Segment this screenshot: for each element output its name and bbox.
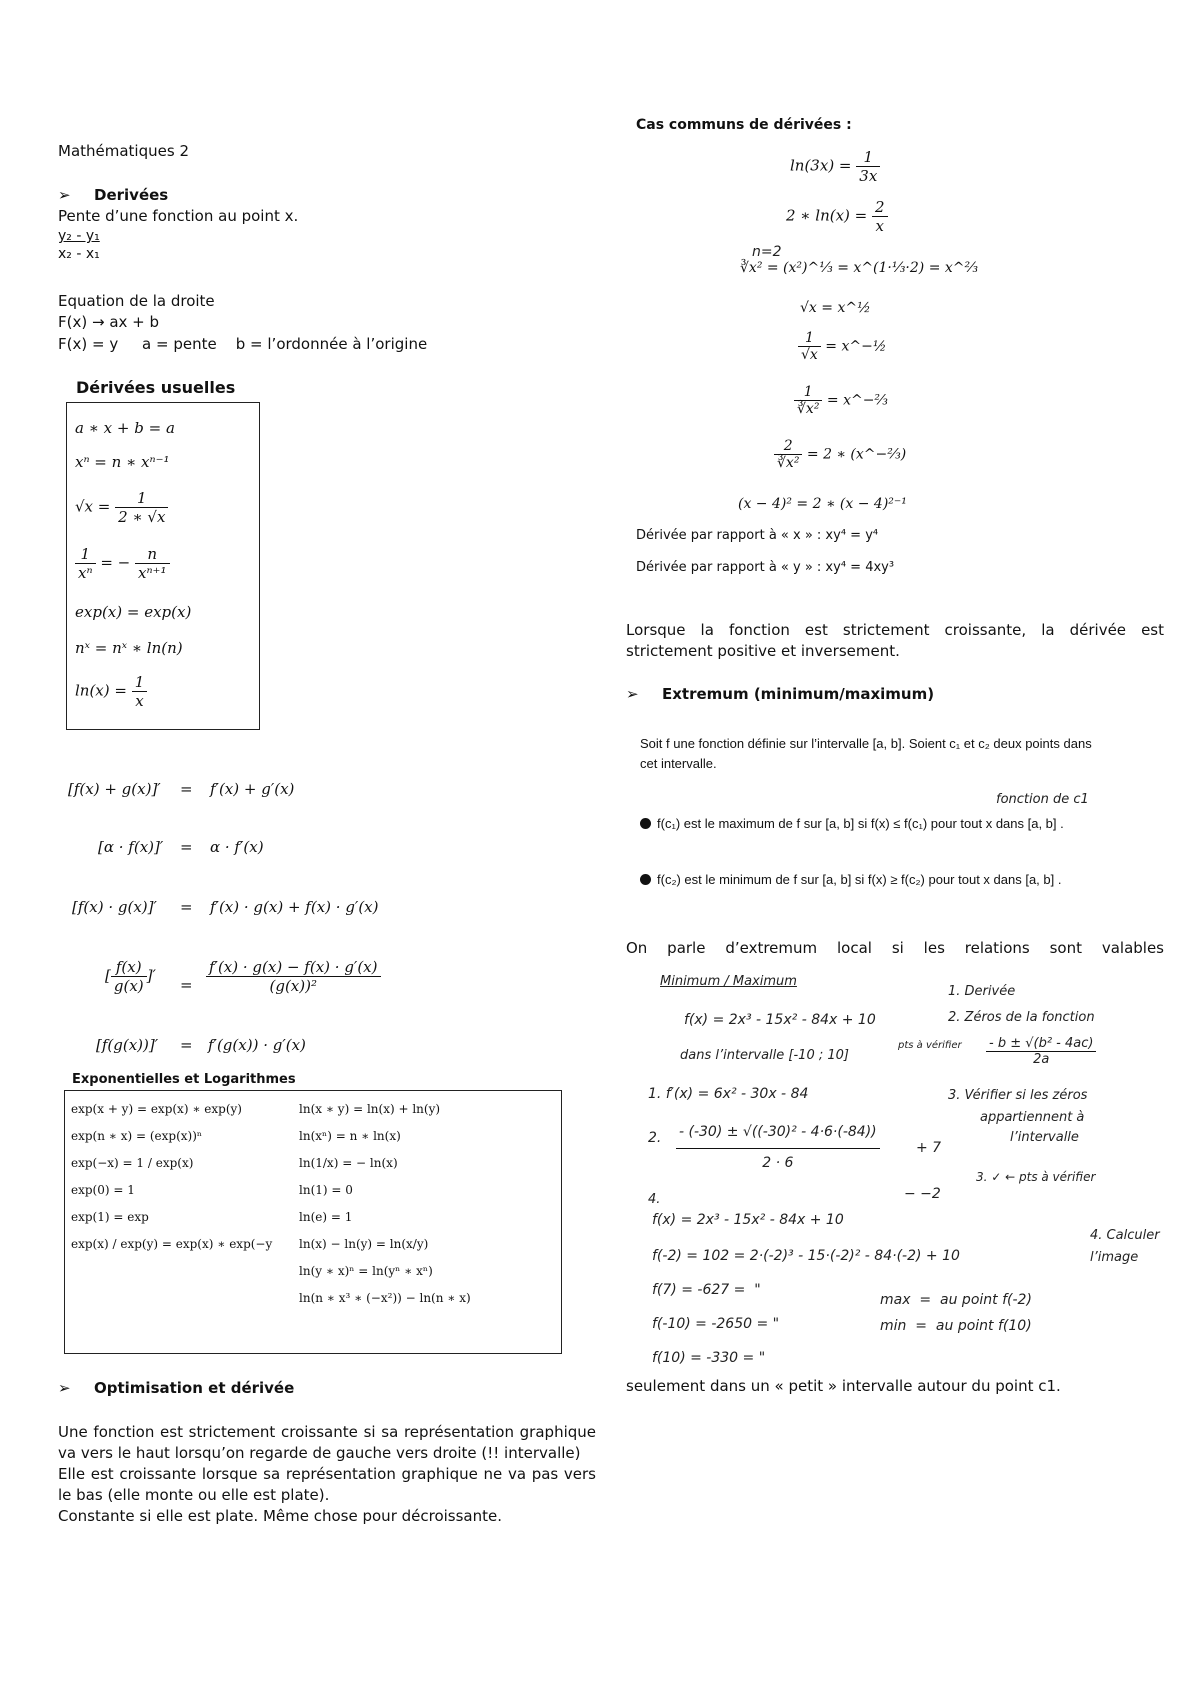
cas-title: Cas communs de dérivées : <box>636 117 852 133</box>
bullet-dot-icon <box>640 818 651 829</box>
hand-root-minus2: − −2 <box>904 1186 941 1202</box>
expo-cell-ln: ln(x ∗ y) = ln(x) + ln(y) <box>299 1101 441 1116</box>
expo-cell-ln: ln(x) − ln(y) = ln(x/y) <box>299 1236 429 1251</box>
formula-exp: exp(x) = exp(x) <box>75 603 192 621</box>
hand-eval-line-5: f(10) = -330 = " <box>652 1350 766 1366</box>
handwritten-note-c1: fonction de c1 <box>996 792 1089 807</box>
hand-max: max = au point f(-2) <box>880 1292 1032 1308</box>
cas-deriv-x: Dérivée par rapport à « x » : xy⁴ = y⁴ <box>636 528 879 543</box>
bullet-arrow-icon: ➢ <box>58 186 71 204</box>
optimisation-p3: Constante si elle est plate. Même chose pour décroissante. <box>58 1507 503 1525</box>
hand-step2-label: 2. <box>648 1130 662 1146</box>
formula-n-power-x: nˣ = nˣ ∗ ln(n) <box>75 639 183 657</box>
hand-step2-formula: $\frac{\text{- (-30) ± √((-30)² - 4·6·(-84))}}{2 \cdot 6}$ <box>676 1124 880 1171</box>
rule-quotient-eq: = <box>180 976 193 994</box>
croissante-paragraph: Lorsque la fonction est strictement croissante, la dérivée est strictement positive et inversement. <box>626 621 1164 660</box>
bullet-arrow-icon: ➢ <box>626 685 639 703</box>
hand-root-plus7: + 7 <box>916 1140 942 1156</box>
page-title: Mathématiques 2 <box>58 142 189 160</box>
cas-n2-note: n=2 <box>752 244 782 260</box>
equation-title: Equation de la droite <box>58 292 215 310</box>
bullet-arrow-icon: ➢ <box>58 1379 71 1397</box>
hand-eval-line-2: f(-2) = 102 = 2·(-2)³ - 15·(-2)² - 84·(-2) + 10 <box>652 1248 960 1264</box>
hand-step1: 1. f′(x) = 6x² - 30x - 84 <box>648 1086 809 1102</box>
extremum-definition: Soit f une fonction définie sur l’intervalle [a, b]. Soient c₁ et c₂ deux points dans cet intervalle. <box>640 736 1092 771</box>
formula-inverse-power: $\frac{1}{\text{xⁿ}}$ = − $\frac{n}{\text{xⁿ⁺¹}}$ <box>75 545 170 582</box>
hand-min: min = au point f(10) <box>880 1318 1032 1334</box>
hand-eval-line-3: f(7) = -627 = " <box>652 1282 761 1298</box>
expo-title: Exponentielles et Logarithmes <box>72 1072 296 1087</box>
rule-chain-lhs: [f(g(x))]′ <box>96 1036 159 1054</box>
hand-eval-line-4: f(-10) = -2650 = " <box>652 1316 780 1332</box>
usuelles-title: Dérivées usuelles <box>76 378 236 397</box>
cas-ln3x: ln(3x) = $\frac{1}{3x}$ <box>790 148 880 185</box>
expo-table <box>71 1095 549 1311</box>
expo-row <box>71 1284 549 1311</box>
section-heading-derivees: ➢ Derivées <box>58 186 169 204</box>
section-heading-optimisation: ➢ Optimisation et dérivée <box>58 1379 295 1397</box>
expo-cell-exp: exp(0) = 1 <box>71 1182 135 1197</box>
expo-cell-exp <box>71 1257 299 1284</box>
pente-text: Pente d’une fonction au point x. <box>58 207 299 225</box>
extremum-max: f(c₁) est le maximum de f sur [a, b] si f(x) ≤ f(c₁) pour tout x dans [a, b] . <box>640 814 1110 833</box>
hand-function: f(x) = 2x³ - 15x² - 84x + 10 <box>684 1012 876 1028</box>
cas-2lnx: 2 ∗ ln(x) = $\frac{2}{x}$ <box>786 198 888 235</box>
rule-sum-rhs: f′(x) + g′(x) <box>210 780 295 798</box>
rule-quotient-lhs: [ $\frac{f(x)}{g(x)}$ ]′ <box>105 958 156 995</box>
rule-product-eq: = <box>180 898 193 916</box>
rule-chain-rhs: f′(g(x)) · g′(x) <box>208 1036 306 1054</box>
rule-scalar-eq: = <box>180 838 193 856</box>
rule-product-rhs: f′(x) · g(x) + f(x) · g′(x) <box>210 898 379 916</box>
expo-cell-ln: ln(n ∗ x³ ∗ (−x²)) − ln(n ∗ x) <box>299 1290 471 1305</box>
hand-steps-2: 2. Zéros de la fonction <box>948 1010 1095 1025</box>
rule-sum-lhs: [f(x) + g(x)]′ <box>68 780 161 798</box>
expo-row <box>71 1230 549 1257</box>
cas-sqrt: √x = x^½ <box>800 300 871 316</box>
expo-row <box>71 1203 549 1230</box>
hand-steps-1: 1. Derivée <box>948 984 1016 999</box>
cas-chain-example: (x − 4)² = 2 ∗ (x − 4)²⁻¹ <box>738 496 907 512</box>
equation-line-2: F(x) = y a = pente b = l’ordonnée à l’origine <box>58 335 428 353</box>
expo-cell-ln: ln(1) = 0 <box>299 1182 353 1197</box>
rule-quotient-rhs: $\frac{f'(x) \cdot g(x) - f(x) \cdot g'(x)}{\text{(g(x))²}}$ <box>206 958 381 995</box>
hand-step4-label: 4. <box>648 1192 661 1207</box>
hand-steps-4b: l’image <box>1090 1250 1139 1265</box>
slope-denominator: x₂ - x₁ <box>58 246 100 262</box>
hand-steps-3a: 3. Vérifier si les zéros <box>948 1088 1088 1103</box>
expo-cell-ln: ln(1/x) = − ln(x) <box>299 1155 398 1170</box>
extremum-local-end: seulement dans un « petit » intervalle autour du point c1. <box>626 1377 1061 1395</box>
bullet-dot-icon <box>640 874 651 885</box>
hand-steps-4a: 4. Calculer <box>1090 1228 1160 1243</box>
hand-eval-line-1: f(x) = 2x³ - 15x² - 84x + 10 <box>652 1212 844 1228</box>
rule-product-lhs: [f(x) · g(x)]′ <box>72 898 157 916</box>
rule-scalar-rhs: α · f′(x) <box>210 838 264 856</box>
hand-steps-3b: appartiennent à <box>980 1110 1085 1125</box>
extremum-min: f(c₂) est le minimum de f sur [a, b] si f(x) ≥ f(c₂) pour tout x dans [a, b] . <box>640 870 1110 889</box>
cas-two-over-cube-root: $\frac{2}{\text{∛x²}}$ = 2 ∗ (x^−⅔) <box>774 438 906 471</box>
formula-ln: ln(x) = $\frac{1}{x}$ <box>75 673 147 710</box>
expo-row <box>71 1149 549 1176</box>
expo-cell-exp <box>71 1284 299 1311</box>
cas-inv-cube-root: $\frac{1}{\text{∛x²}}$ = x^−⅔ <box>794 384 888 417</box>
rule-scalar-lhs: [α · f(x)]′ <box>98 838 164 856</box>
expo-box <box>64 1090 562 1354</box>
expo-cell-exp: exp(x) / exp(y) = exp(x) ∗ exp(−y <box>71 1236 273 1251</box>
expo-row <box>71 1176 549 1203</box>
expo-cell-ln: ln(e) = 1 <box>299 1209 353 1224</box>
hand-title: Minimum / Maximum <box>660 974 797 989</box>
extremum-local: On parle d’extremum local si les relations sont valables <box>626 939 1164 957</box>
hand-interval: dans l’intervalle [-10 ; 10] <box>680 1048 849 1063</box>
rule-sum-eq: = <box>180 780 193 798</box>
section-heading-extremum: ➢ Extremum (minimum/maximum) <box>626 685 935 703</box>
equation-line-1: F(x) → ax + b <box>58 313 160 331</box>
cas-inv-sqrt: $\frac{1}{√x}$ = x^−½ <box>798 330 886 363</box>
expo-cell-ln: ln(xⁿ) = n ∗ ln(x) <box>299 1128 401 1143</box>
hand-pts-note: pts à vérifier <box>898 1040 962 1051</box>
cas-deriv-y: Dérivée par rapport à « y » : xy⁴ = 4xy³ <box>636 560 895 575</box>
expo-cell-exp: exp(1) = exp <box>71 1209 149 1224</box>
expo-cell-ln: ln(y ∗ x)ⁿ = ln(yⁿ ∗ xⁿ) <box>299 1263 433 1278</box>
cas-cube-root: ∛x² = (x²)^⅓ = x^(1·⅓·2) = x^⅔ <box>740 260 979 276</box>
expo-cell-exp: exp(x + y) = exp(x) ∗ exp(y) <box>71 1101 242 1116</box>
hand-quadratic-formula: $\frac{\text{- b ± √(b² - 4ac)}}{2a}$ <box>986 1036 1096 1067</box>
optimisation-paragraph <box>58 1422 596 1527</box>
optimisation-p2: Elle est croissante lorsque sa représentation graphique ne va pas vers le bas (elle monte ou elle est plate). <box>58 1465 596 1504</box>
usuelles-box <box>66 402 260 730</box>
expo-row <box>71 1257 549 1284</box>
expo-cell-exp: exp(n ∗ x) = (exp(x))ⁿ <box>71 1128 203 1143</box>
formula-affine: a ∗ x + b = a <box>75 419 175 437</box>
hand-pts-verify: 3. ✓ ← pts à vérifier <box>976 1170 1096 1184</box>
formula-sqrt: √x = $\frac{1}{2 ∗ √x}$ <box>75 489 168 526</box>
expo-row <box>71 1095 549 1122</box>
expo-cell-exp: exp(−x) = 1 / exp(x) <box>71 1155 194 1170</box>
rule-chain-eq: = <box>180 1036 193 1054</box>
expo-row <box>71 1122 549 1149</box>
hand-steps-3c: l’intervalle <box>1010 1130 1079 1145</box>
slope-numerator: y₂ - y₁ <box>58 228 100 244</box>
optimisation-p1: Une fonction est strictement croissante si sa représentation graphique va vers le haut lorsqu’on regarde de gauche vers droite (!! intervalle) <box>58 1423 596 1462</box>
formula-power: xⁿ = n ∗ xⁿ⁻¹ <box>75 453 170 471</box>
